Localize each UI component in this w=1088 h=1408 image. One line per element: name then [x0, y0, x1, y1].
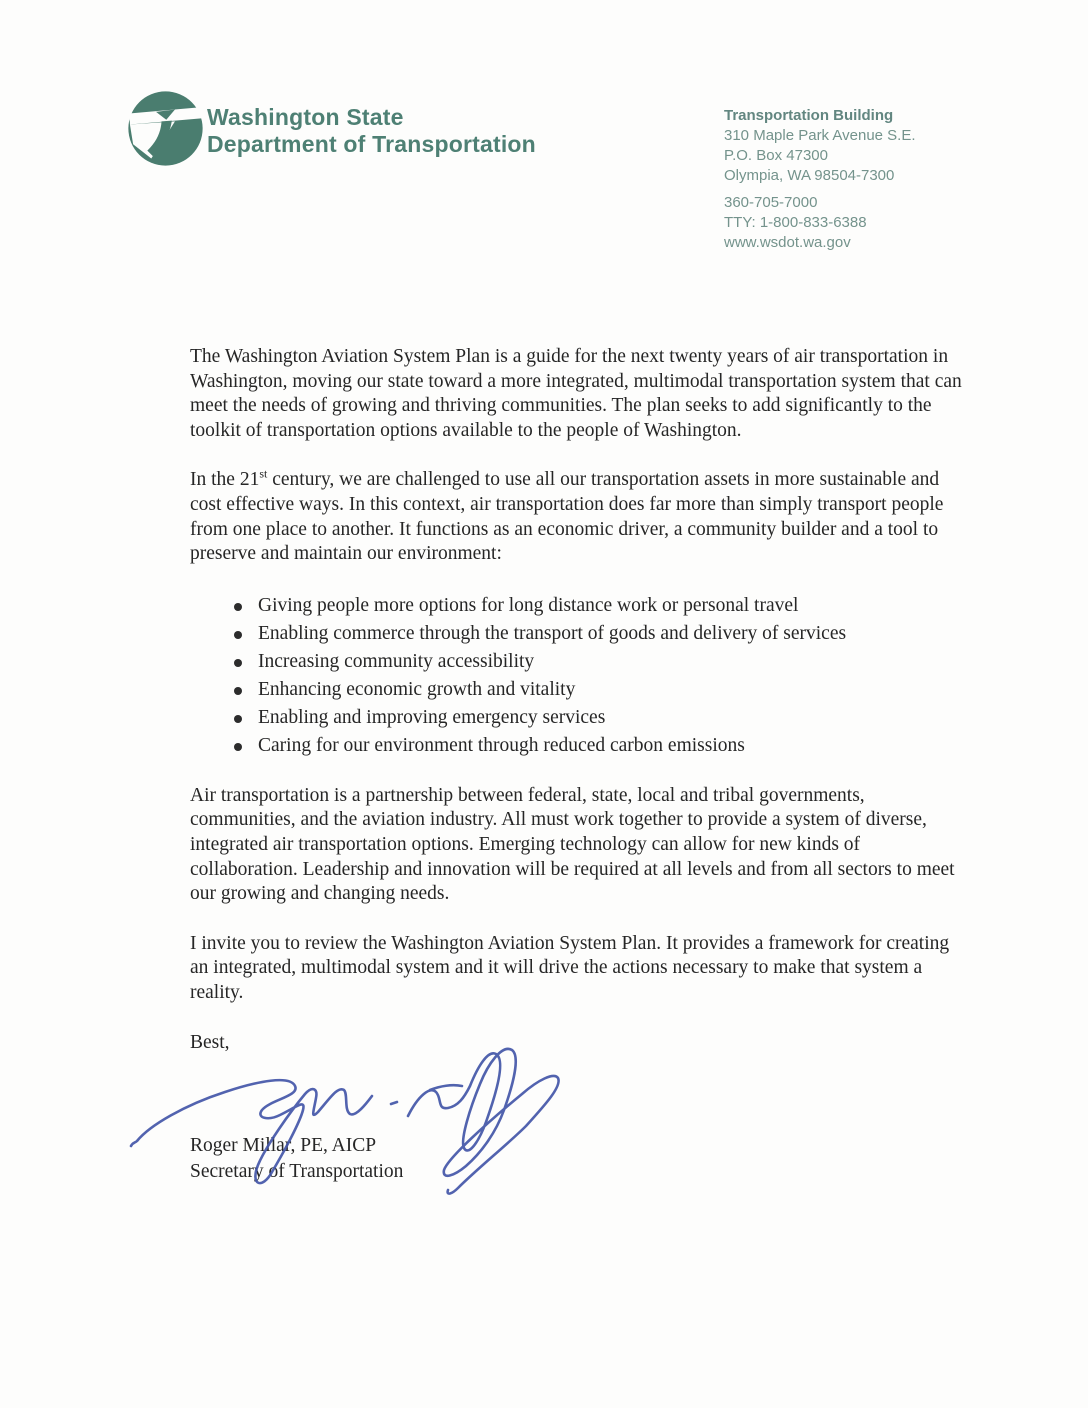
list-item: Enhancing economic growth and vitality — [234, 676, 968, 704]
signer-title: Secretary of Transportation — [190, 1161, 404, 1183]
website-url: www.wsdot.wa.gov — [724, 234, 851, 251]
closing-salutation: Best, — [190, 1031, 230, 1053]
paragraph-3: Air transportation is a partnership between federal, state, local and tribal governments, communities, and the aviation industry. All must work together to provide a system of diverse, integrated air transportation options. Emerging technology can allow for new kinds of collaboration. Leadership and innovation will be required at all levels and from all sectors to meet our growing and changing needs. — [190, 784, 955, 905]
brand-line-1: Washington State — [207, 104, 404, 130]
ordinal-superscript: st — [259, 466, 268, 481]
letterhead-address-block — [724, 106, 916, 253]
brand-line-2: Department of Transportation — [207, 131, 536, 157]
phone-number: 360-705-7000 — [724, 194, 818, 211]
list-item: Enabling and improving emergency services — [234, 704, 968, 732]
contact-group — [724, 193, 916, 253]
address-line: Transportation Building — [724, 107, 894, 124]
letter-body — [190, 345, 968, 1185]
tty-number: TTY: 1-800-833-6388 — [724, 214, 867, 231]
benefits-list — [190, 592, 968, 760]
address-line: 310 Maple Park Avenue S.E. — [724, 127, 916, 144]
paragraph-1: The Washington Aviation System Plan is a guide for the next twenty years of air transportation in Washington, moving our state toward a more integrated, multimodal transportation system that can meet the needs of growing and thriving communities. The plan seeks to add significantly to the toolkit of transportation options available to the people of Washington. — [190, 346, 962, 441]
list-item: Increasing community accessibility — [234, 648, 968, 676]
paragraph-2-text: century, we are challenged to use all our transportation assets in more sustainable and cost effective ways. In this context, air transportation does far more than simply transport people from one place to another. It functions as an economic driver, a community builder and a tool to preserve and maintain our environment: — [190, 469, 944, 565]
paragraph-2 — [190, 468, 968, 566]
signer-name: Roger Millar, PE, AICP — [190, 1135, 377, 1157]
paragraph-2-text: In the 21 — [190, 469, 260, 491]
address-line: P.O. Box 47300 — [724, 147, 828, 164]
list-item: Giving people more options for long distance work or personal travel — [234, 592, 968, 620]
paragraph-4: I invite you to review the Washington Aviation System Plan. It provides a framework for creating an integrated, multimodal system and it will drive the actions necessary to make that system a reality. — [190, 932, 950, 1003]
list-item: Caring for our environment through reduced carbon emissions — [234, 732, 968, 760]
wsdot-logo-icon — [126, 89, 205, 168]
list-item: Enabling commerce through the transport of goods and delivery of services — [234, 620, 968, 648]
agency-brand — [207, 104, 536, 158]
address-line: Olympia, WA 98504-7300 — [724, 167, 895, 184]
